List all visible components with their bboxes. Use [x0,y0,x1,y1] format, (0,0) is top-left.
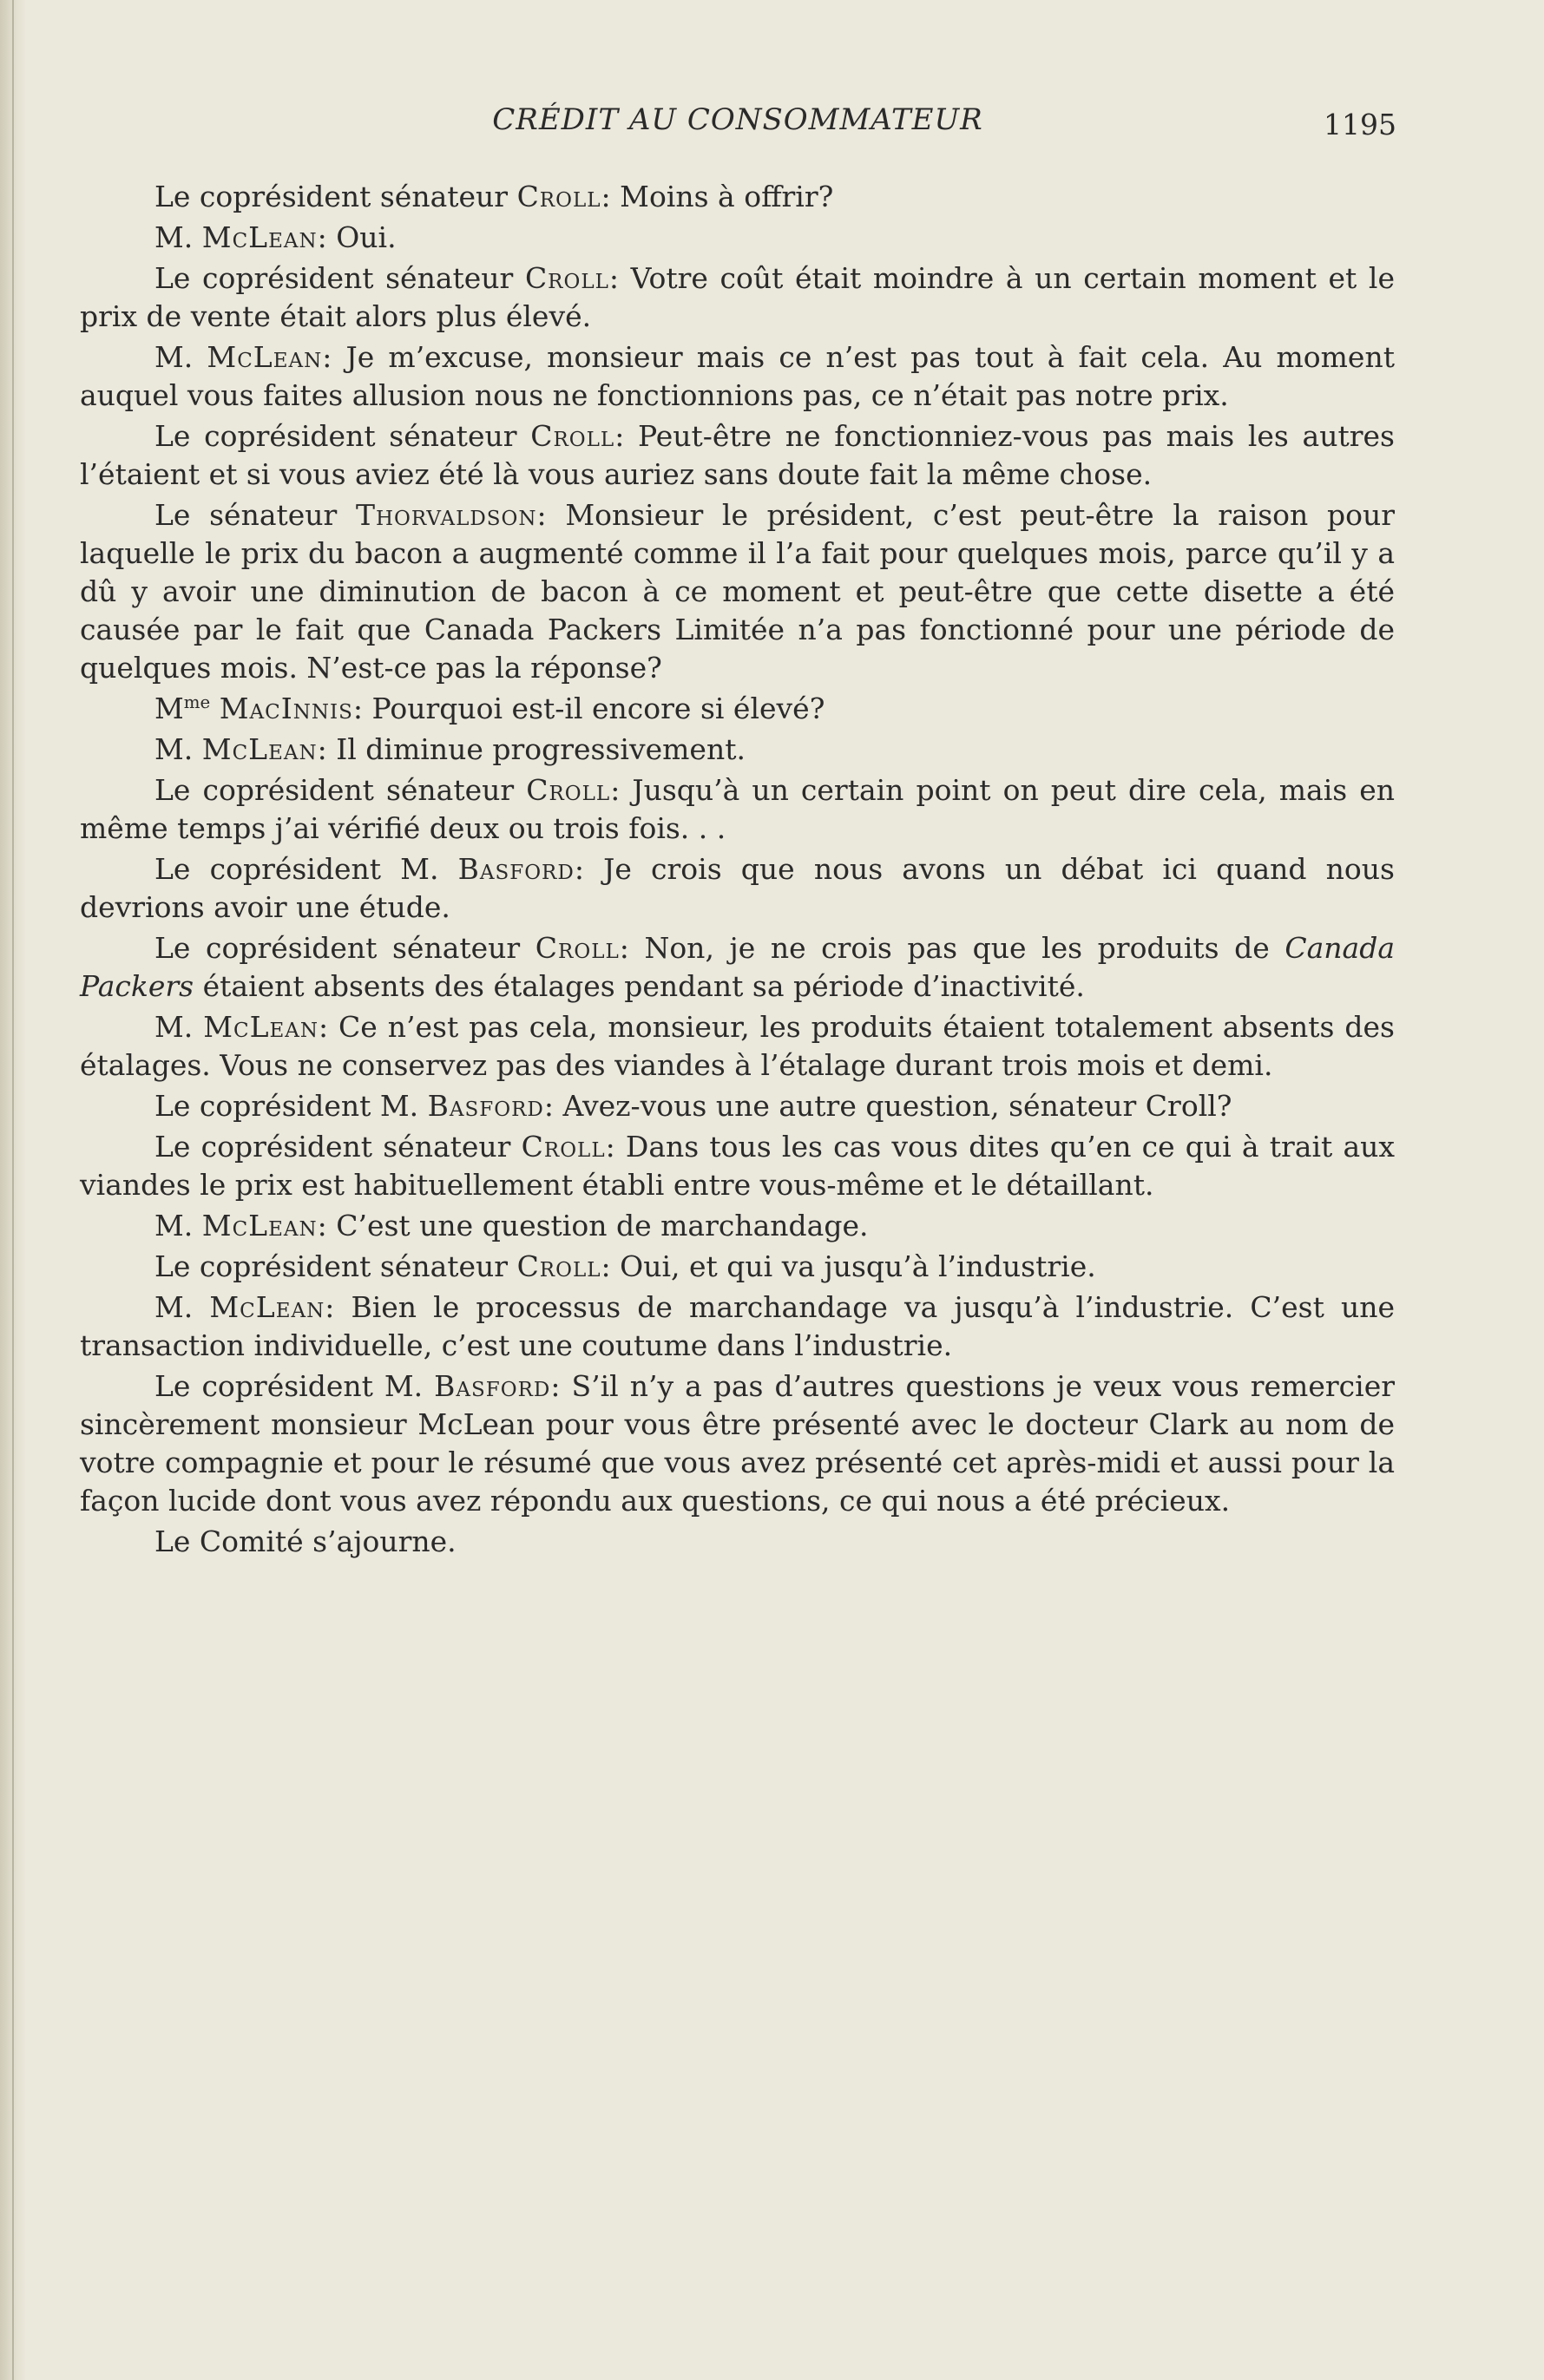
paragraph-13 [80,1087,1395,1125]
speaker-prefix: Le sénateur [154,498,356,532]
paragraph-9 [80,771,1395,848]
paragraph-16 [80,1248,1395,1286]
speaker-prefix: Le coprésident sénateur [154,419,531,453]
paragraph-text: : Avez-vous une autre question, sénateur Croll? [543,1089,1232,1123]
speaker-title-superscript: me [183,692,211,712]
paragraph-text: : Peut-être ne fonctionniez-vous pas mais les autres l’étaient et si vous aviez été là vous auriez sans doute fait la même chose. [80,419,1395,491]
paragraph-5 [80,417,1395,494]
speaker-name: MacInnis [219,692,353,725]
paragraph-12 [80,1008,1395,1085]
paragraph-text: : Je crois que nous avons un débat ici quand nous devrions avoir une étude. [80,852,1395,924]
transcript-body [80,178,1395,1564]
speaker-name: McLean [201,220,318,254]
speaker-prefix: M. [154,340,207,374]
paragraph-text: : Oui. [317,220,397,254]
paragraph-text: : C’est une question de marchandage. [317,1209,869,1242]
paragraph-text: : Je m’excuse, monsieur mais ce n’est pas tout à fait cela. Au moment auquel vous faites allusion nous ne fonctionnions pas, ce n’était pas notre prix. [80,340,1395,412]
paragraph-14 [80,1128,1395,1204]
paragraph-text-after: étaient absents des étalages pendant sa période d’inactivité. [194,969,1085,1003]
speaker-name: Croll [521,1130,606,1164]
speaker-prefix: M [154,692,184,725]
binding-line [12,0,14,2380]
speaker-prefix: Le coprésident sénateur [154,931,535,965]
speaker-name: Croll [526,773,611,807]
speaker-prefix: Le coprésident M. [154,1369,435,1403]
paragraph-text: : Ce n’est pas cela, monsieur, les produits étaient totalement absents des étalages. Vous ne conservez pas des viandes à l’étalage durant trois mois et demi. [80,1010,1395,1082]
speaker-prefix: Le coprésident M. [154,1089,428,1123]
paragraph-11 [80,929,1395,1006]
speaker-name: Basford [427,1089,544,1123]
paragraph-2 [80,219,1395,257]
paragraph-4 [80,338,1395,415]
paragraph-19 [80,1523,1395,1561]
speaker-name: Croll [524,261,609,295]
speaker-prefix: M. [154,1209,202,1242]
paragraph-text: : Monsieur le président, c’est peut-être la raison pour laquelle le prix du bacon a augmenté comme il l’a fait pour quelques mois, parce qu’il y a dû y avoir une diminution de bacon à ce moment et peut-être que cette disette a été causée par le fait que Canada Packers Limitée n’a pas fonctionné pour une période de quelques mois. N’est-ce pas la réponse? [80,498,1395,685]
speaker-name: Croll [516,180,601,213]
speaker-name: McLean [203,1010,319,1044]
paragraph-text: : Non, je ne crois pas que les produits de [619,931,1285,965]
speaker-name: Basford [457,852,575,886]
speaker-prefix: Le coprésident sénateur [154,773,527,807]
paragraph-text: : Oui, et qui va jusqu’à l’industrie. [601,1249,1096,1283]
paragraph-text: : Dans tous les cas vous dites qu’en ce qui à trait aux viandes le prix est habituellement établi entre vous-même et le détaillant. [80,1130,1396,1202]
speaker-name: McLean [207,340,323,374]
speaker-name: Croll [516,1249,601,1283]
paragraph-text: : Jusqu’à un certain point on peut dire cela, mais en même temps j’ai vérifié deux ou trois fois. . . [80,773,1396,845]
speaker-name: McLean [201,1209,318,1242]
paragraph-15 [80,1207,1395,1245]
speaker-name: Thorvaldson [355,498,537,532]
paragraph-text: : Votre coût était moindre à un certain moment et le prix de vente était alors plus élevé. [80,261,1396,333]
speaker-prefix: M. [154,732,202,766]
page-number: 1195 [1324,108,1396,141]
speaker-prefix: M. [154,1010,204,1044]
speaker-prefix-space [210,692,220,725]
speaker-name: McLean [209,1290,325,1324]
speaker-prefix: Le coprésident sénateur [154,180,517,213]
running-head: CRÉDIT AU CONSOMMATEUR [492,102,983,137]
speaker-name: Basford [434,1369,551,1403]
paragraph-8 [80,731,1395,769]
paragraph-text: : S’il n’y a pas d’autres questions je veux vous remercier sincèrement monsieur McLean pour vous être présenté avec le docteur Clark au nom de votre compagnie et pour le résumé que vous avez présenté cet après-midi et aussi pour la façon lucide dont vous avez répondu aux questions, ce qui nous a été précieux. [80,1369,1395,1518]
speaker-name: Croll [530,419,615,453]
speaker-prefix: Le coprésident sénateur [154,1130,522,1164]
paragraph-text: : Il diminue progressivement. [317,732,746,766]
speaker-prefix: Le coprésident sénateur [154,1249,517,1283]
speaker-prefix: Le coprésident M. [154,852,458,886]
speaker-prefix: Le coprésident sénateur [154,261,525,295]
paragraph-7 [80,690,1395,728]
paragraph-17 [80,1288,1395,1365]
paragraph-text: Le Comité s’ajourne. [154,1524,457,1558]
paragraph-18 [80,1367,1395,1520]
paragraph-text: : Moins à offrir? [601,180,834,213]
paragraph-10 [80,850,1395,927]
speaker-name: Croll [535,931,620,965]
paragraph-1 [80,178,1395,216]
paragraph-text: : Bien le processus de marchandage va jusqu’à l’industrie. C’est une transaction individuelle, c’est une coutume dans l’industrie. [80,1290,1395,1362]
speaker-name: McLean [201,732,318,766]
italic-company-name: Canada Packers [80,931,1395,1003]
paragraph-6 [80,496,1395,687]
paragraph-text: : Pourquoi est-il encore si élevé? [352,692,825,725]
paragraph-3 [80,259,1395,336]
speaker-prefix: M. [154,1290,210,1324]
speaker-prefix: M. [154,220,202,254]
